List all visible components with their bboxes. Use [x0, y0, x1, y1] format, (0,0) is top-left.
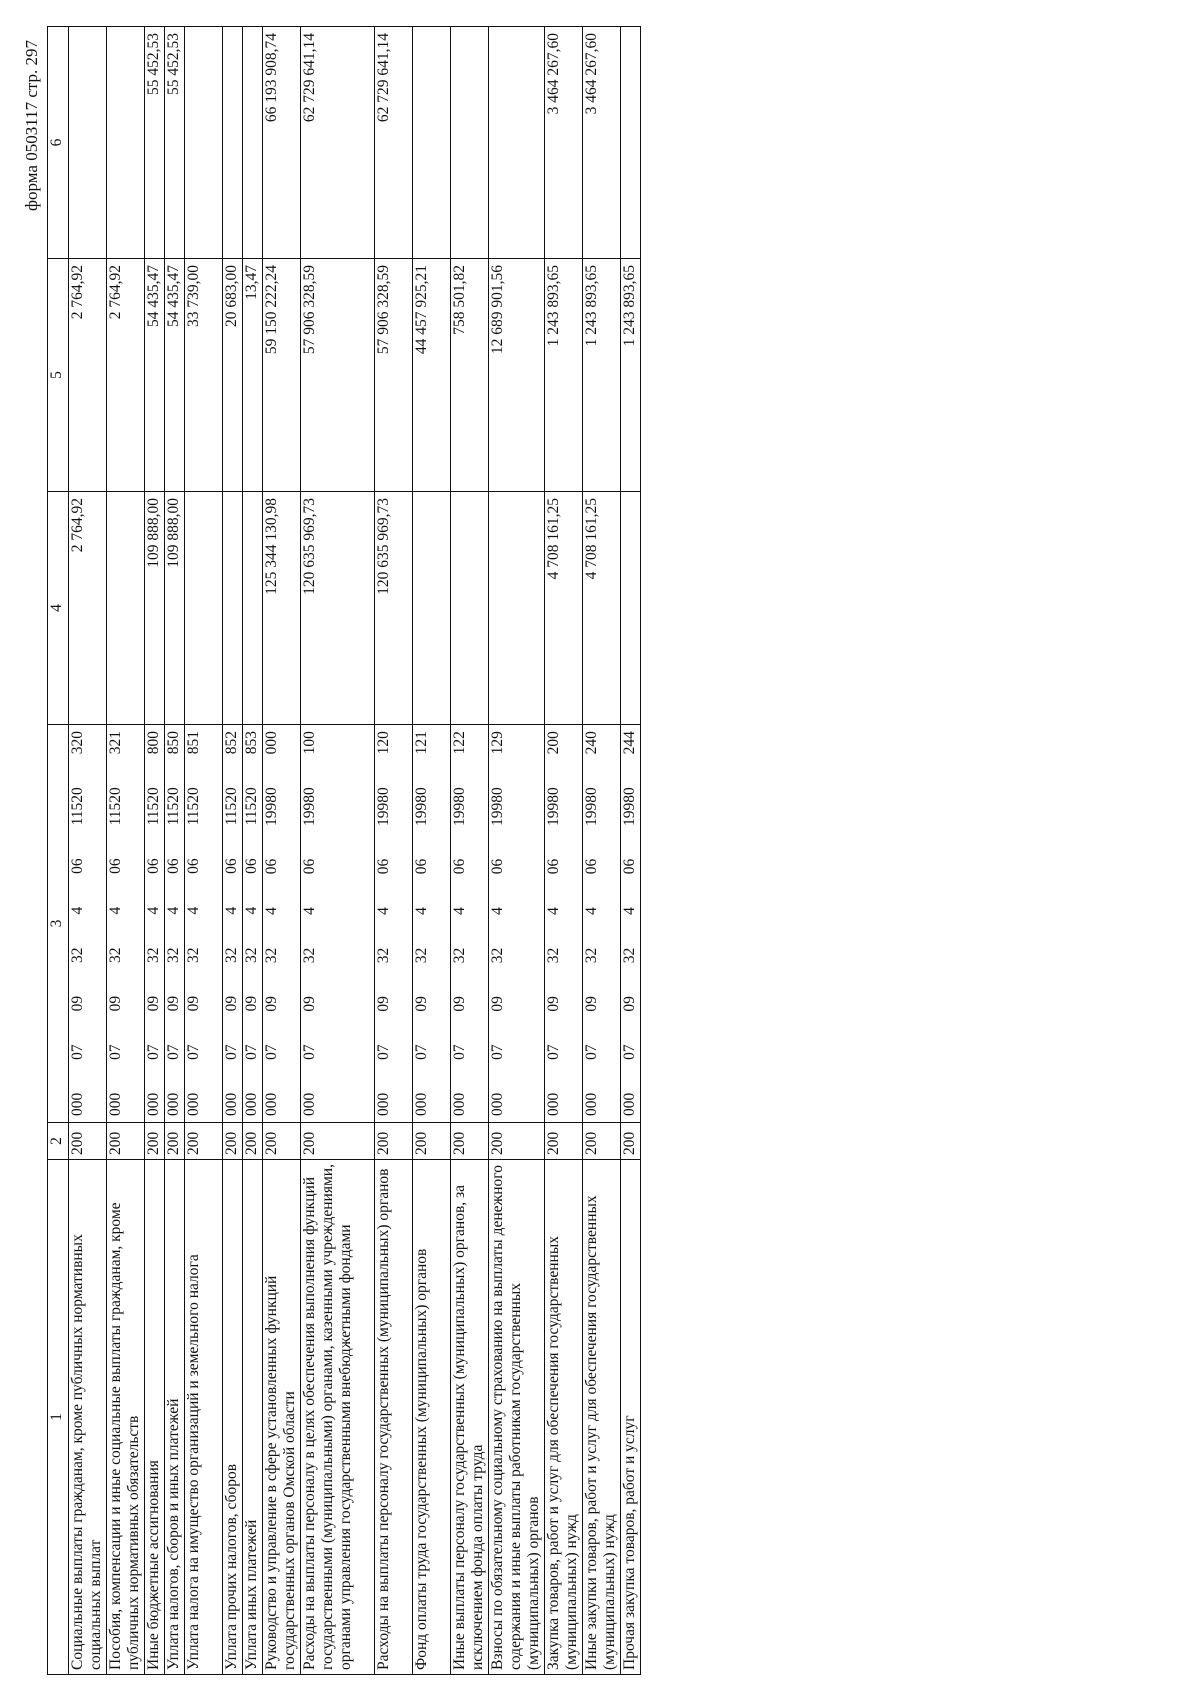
code-part: 07	[243, 1044, 260, 1060]
executed-amount: 57 906 328,59	[301, 259, 375, 492]
code-part: 000	[489, 1092, 506, 1116]
code-part: 09	[451, 996, 468, 1012]
code-part: 19980	[545, 787, 562, 826]
budget-classification-code	[243, 725, 263, 1123]
executed-amount: 2 764,92	[107, 259, 145, 492]
code-part: 06	[263, 858, 280, 875]
row-name: Расходы на выплаты персоналу в целях обеспечения выполнения функций государственными (муниципальными) органами, казенными учреждениями, органами управления государственными внебюджетными фондами	[301, 1160, 375, 1675]
code-part: 4	[185, 906, 202, 915]
code-parts	[223, 729, 241, 1118]
row-name: Фонд оплаты труда государственных (муниципальных) органов	[413, 1160, 451, 1675]
code-part: 4	[489, 907, 506, 915]
code-part: 07	[107, 1044, 124, 1060]
code-part: 09	[243, 995, 260, 1012]
code-part: 000	[69, 1092, 86, 1116]
code-part: 000	[375, 1092, 392, 1116]
code-part: 19980	[375, 787, 392, 826]
code-part: 851	[185, 731, 202, 755]
code-part: 32	[145, 947, 162, 963]
code-part: 32	[107, 947, 124, 963]
budget-classification-code	[489, 725, 545, 1123]
code-part: 4	[223, 906, 240, 915]
executed-amount: 20 683,00	[223, 259, 243, 492]
code-part: 32	[489, 947, 506, 964]
code-part: 19980	[621, 787, 638, 826]
approved-amount	[243, 492, 263, 725]
budget-classification-code	[107, 725, 145, 1123]
code-part: 32	[223, 947, 240, 963]
code-part: 000	[263, 1092, 280, 1116]
code-part: 000	[145, 1092, 162, 1116]
code-part: 07	[223, 1044, 240, 1060]
code-part: 4	[243, 906, 260, 915]
code-part: 4	[451, 907, 468, 915]
unexecuted-amount	[223, 27, 243, 259]
code-part: 09	[621, 996, 638, 1012]
unexecuted-amount	[413, 27, 451, 259]
code-part: 09	[263, 996, 280, 1012]
code-part: 321	[107, 731, 124, 755]
code-parts	[107, 729, 125, 1118]
code-part: 32	[69, 947, 86, 963]
row-name: Социальные выплаты гражданам, кроме публичных нормативных социальных выплат	[69, 1160, 107, 1675]
code-part: 000	[545, 1092, 562, 1116]
code-part: 4	[165, 906, 182, 915]
row-line-code: 200	[621, 1123, 641, 1160]
row-name: Прочая закупка товаров, работ и услуг	[621, 1160, 641, 1675]
code-part: 129	[489, 731, 506, 755]
code-parts	[185, 729, 203, 1118]
code-parts	[451, 729, 469, 1118]
approved-amount: 125 344 130,98	[263, 492, 301, 725]
code-part: 11520	[243, 787, 260, 826]
budget-classification-code	[545, 725, 583, 1123]
row-name: Уплата налогов, сборов и иных платежей	[165, 1160, 185, 1675]
code-parts	[165, 729, 183, 1118]
code-part: 06	[451, 858, 468, 875]
code-part: 000	[583, 1092, 600, 1116]
code-part: 09	[413, 996, 430, 1012]
code-part: 320	[69, 731, 86, 755]
code-part: 11520	[165, 787, 182, 826]
code-part: 06	[489, 858, 506, 875]
code-part: 07	[165, 1044, 182, 1060]
unexecuted-amount	[243, 27, 263, 259]
approved-amount: 120 635 969,73	[375, 492, 413, 725]
table-row	[621, 27, 641, 1675]
table-row	[489, 27, 545, 1675]
unexecuted-amount	[451, 27, 489, 259]
approved-amount	[621, 492, 641, 725]
code-part: 09	[145, 995, 162, 1012]
unexecuted-amount: 55 452,53	[145, 27, 165, 259]
approved-amount: 109 888,00	[165, 492, 185, 725]
row-name: Иные закупки товаров, работ и услуг для обеспечения государственных (муниципальных) нужд	[583, 1160, 621, 1675]
approved-amount	[413, 492, 451, 725]
row-line-code: 200	[545, 1123, 583, 1160]
unexecuted-amount: 3 464 267,60	[583, 27, 621, 259]
table-row	[145, 27, 165, 1675]
code-part: 853	[243, 731, 260, 755]
code-part: 09	[545, 996, 562, 1012]
executed-amount: 2 764,92	[69, 259, 107, 492]
approved-amount	[185, 492, 223, 725]
budget-classification-code	[263, 725, 301, 1123]
code-part: 32	[185, 947, 202, 963]
code-part: 800	[145, 731, 162, 755]
budget-table	[47, 26, 641, 1675]
code-part: 19980	[413, 787, 430, 826]
table-row	[69, 27, 107, 1675]
executed-amount: 54 435,47	[165, 259, 185, 492]
code-part: 32	[301, 947, 318, 964]
table-row	[165, 27, 185, 1675]
code-part: 06	[375, 858, 392, 875]
code-part: 200	[545, 731, 562, 755]
code-part: 19980	[583, 787, 600, 826]
code-part: 09	[107, 995, 124, 1012]
code-part: 4	[301, 907, 318, 915]
row-line-code: 200	[583, 1123, 621, 1160]
table-row	[223, 27, 243, 1675]
code-part: 121	[413, 731, 430, 755]
unexecuted-amount	[489, 27, 545, 259]
code-parts	[413, 729, 431, 1118]
code-part: 07	[413, 1044, 430, 1060]
code-part: 000	[451, 1092, 468, 1116]
approved-amount	[489, 492, 545, 725]
row-name: Иные бюджетные ассигнования	[145, 1160, 165, 1675]
code-part: 32	[451, 947, 468, 964]
executed-amount: 33 739,00	[185, 259, 223, 492]
code-parts	[69, 729, 87, 1118]
code-part: 000	[243, 1092, 260, 1116]
row-name: Расходы на выплаты персоналу государственных (муниципальных) органов	[375, 1160, 413, 1675]
column-number-row	[48, 27, 69, 1675]
budget-classification-code	[145, 725, 165, 1123]
code-part: 07	[583, 1044, 600, 1060]
table-row	[301, 27, 375, 1675]
column-header: 6	[48, 27, 69, 259]
code-parts	[375, 729, 393, 1118]
code-part: 09	[223, 995, 240, 1012]
code-parts	[621, 729, 639, 1118]
code-parts	[145, 729, 163, 1118]
unexecuted-amount: 62 729 641,14	[301, 27, 375, 259]
code-part: 850	[165, 731, 182, 755]
code-part: 11520	[185, 787, 202, 826]
row-line-code: 200	[375, 1123, 413, 1160]
executed-amount: 13,47	[243, 259, 263, 492]
row-line-code: 200	[185, 1123, 223, 1160]
code-part: 000	[223, 1092, 240, 1116]
code-part: 11520	[69, 787, 86, 826]
code-part: 06	[413, 858, 430, 875]
unexecuted-amount: 55 452,53	[165, 27, 185, 259]
code-part: 11520	[223, 787, 240, 826]
code-part: 07	[301, 1044, 318, 1060]
code-part: 32	[545, 947, 562, 964]
row-name: Пособия, компенсации и иные социальные выплаты гражданам, кроме публичных нормативных обязательств	[107, 1160, 145, 1675]
code-part: 000	[165, 1092, 182, 1116]
row-line-code: 200	[451, 1123, 489, 1160]
code-parts	[489, 729, 507, 1118]
executed-amount: 12 689 901,56	[489, 259, 545, 492]
code-part: 244	[621, 731, 638, 755]
column-header: 2	[48, 1123, 69, 1160]
row-line-code: 200	[413, 1123, 451, 1160]
row-name: Уплата прочих налогов, сборов	[223, 1160, 243, 1675]
table-row	[583, 27, 621, 1675]
code-part: 000	[185, 1092, 202, 1116]
code-part: 06	[165, 858, 182, 874]
table-row	[107, 27, 145, 1675]
code-part: 06	[243, 858, 260, 874]
row-line-code: 200	[107, 1123, 145, 1160]
unexecuted-amount	[185, 27, 223, 259]
row-line-code: 200	[243, 1123, 263, 1160]
row-line-code: 200	[223, 1123, 243, 1160]
row-line-code: 200	[69, 1123, 107, 1160]
approved-amount	[223, 492, 243, 725]
approved-amount	[107, 492, 145, 725]
code-part: 06	[107, 858, 124, 874]
form-label: форма 0503117 стр. 297	[22, 40, 41, 211]
code-part: 09	[185, 995, 202, 1012]
budget-classification-code	[583, 725, 621, 1123]
code-part: 4	[145, 906, 162, 915]
budget-classification-code	[375, 725, 413, 1123]
code-part: 4	[621, 907, 638, 915]
budget-classification-code	[413, 725, 451, 1123]
code-part: 32	[243, 947, 260, 963]
row-line-code: 200	[301, 1123, 375, 1160]
code-part: 06	[69, 858, 86, 874]
code-part: 11520	[145, 787, 162, 826]
unexecuted-amount	[621, 27, 641, 259]
code-part: 07	[621, 1044, 638, 1060]
code-part: 06	[223, 858, 240, 874]
code-part: 09	[301, 996, 318, 1012]
executed-amount: 59 150 222,24	[263, 259, 301, 492]
code-part: 000	[301, 1092, 318, 1116]
row-name: Иные выплаты персоналу государственных (муниципальных) органов, за исключением фонда оплаты труда	[451, 1160, 489, 1675]
approved-amount: 120 635 969,73	[301, 492, 375, 725]
table-row	[545, 27, 583, 1675]
approved-amount: 4 708 161,25	[583, 492, 621, 725]
code-part: 4	[69, 906, 86, 915]
table-row	[263, 27, 301, 1675]
code-parts	[243, 729, 261, 1118]
code-part: 4	[375, 907, 392, 915]
code-part: 19980	[301, 787, 318, 826]
code-part: 000	[621, 1092, 638, 1116]
code-part: 09	[489, 996, 506, 1012]
code-part: 32	[583, 947, 600, 964]
code-part: 09	[375, 996, 392, 1012]
unexecuted-amount: 66 193 908,74	[263, 27, 301, 259]
code-parts	[583, 729, 601, 1118]
code-part: 07	[489, 1044, 506, 1060]
code-part: 19980	[451, 787, 468, 826]
code-part: 07	[145, 1044, 162, 1060]
code-part: 4	[545, 907, 562, 915]
code-part: 06	[621, 858, 638, 875]
code-part: 06	[583, 858, 600, 875]
code-part: 100	[301, 731, 318, 755]
unexecuted-amount	[69, 27, 107, 259]
code-part: 09	[583, 996, 600, 1012]
table-row	[413, 27, 451, 1675]
unexecuted-amount: 3 464 267,60	[545, 27, 583, 259]
row-line-code: 200	[489, 1123, 545, 1160]
code-part: 120	[375, 731, 392, 755]
code-parts	[301, 729, 319, 1118]
code-part: 09	[69, 995, 86, 1012]
code-part: 000	[413, 1092, 430, 1116]
budget-classification-code	[451, 725, 489, 1123]
code-part: 4	[413, 907, 430, 915]
code-part: 32	[413, 947, 430, 964]
code-part: 09	[165, 995, 182, 1012]
unexecuted-amount	[107, 27, 145, 259]
code-part: 000	[107, 1092, 124, 1116]
approved-amount	[451, 492, 489, 725]
column-header: 3	[48, 725, 69, 1123]
code-part: 06	[185, 858, 202, 874]
code-part: 852	[223, 731, 240, 755]
executed-amount: 758 501,82	[451, 259, 489, 492]
code-part: 07	[185, 1044, 202, 1060]
row-line-code: 200	[165, 1123, 185, 1160]
code-part: 19980	[263, 787, 280, 826]
executed-amount: 1 243 893,65	[545, 259, 583, 492]
row-name: Уплата иных платежей	[243, 1160, 263, 1675]
budget-classification-code	[301, 725, 375, 1123]
code-part: 06	[145, 858, 162, 874]
row-line-code: 200	[263, 1123, 301, 1160]
table-row	[243, 27, 263, 1675]
code-part: 4	[583, 907, 600, 915]
code-part: 32	[621, 947, 638, 964]
executed-amount: 1 243 893,65	[583, 259, 621, 492]
code-part: 32	[375, 947, 392, 964]
code-part: 240	[583, 731, 600, 755]
code-part: 06	[545, 858, 562, 875]
code-part: 11520	[107, 787, 124, 826]
budget-classification-code	[69, 725, 107, 1123]
approved-amount: 109 888,00	[145, 492, 165, 725]
table-row	[185, 27, 223, 1675]
code-part: 07	[263, 1044, 280, 1060]
code-part: 07	[451, 1044, 468, 1060]
code-part: 06	[301, 858, 318, 875]
column-header: 1	[48, 1160, 69, 1675]
code-part: 4	[107, 906, 124, 915]
table-row	[451, 27, 489, 1675]
code-part: 32	[263, 947, 280, 964]
budget-classification-code	[165, 725, 185, 1123]
executed-amount: 57 906 328,59	[375, 259, 413, 492]
table-row	[375, 27, 413, 1675]
unexecuted-amount: 62 729 641,14	[375, 27, 413, 259]
code-part: 4	[263, 907, 280, 915]
row-line-code: 200	[145, 1123, 165, 1160]
code-part: 19980	[489, 787, 506, 826]
code-part: 07	[375, 1044, 392, 1060]
code-part: 32	[165, 947, 182, 963]
approved-amount: 4 708 161,25	[545, 492, 583, 725]
code-part: 000	[263, 731, 280, 755]
row-name: Уплата налога на имущество организаций и земельного налога	[185, 1160, 223, 1675]
column-header: 5	[48, 259, 69, 492]
executed-amount: 1 243 893,65	[621, 259, 641, 492]
budget-classification-code	[185, 725, 223, 1123]
code-part: 122	[451, 731, 468, 755]
row-name: Закупка товаров, работ и услуг для обеспечения государственных (муниципальных) нужд	[545, 1160, 583, 1675]
code-parts	[263, 729, 281, 1118]
executed-amount: 44 457 925,21	[413, 259, 451, 492]
code-part: 07	[69, 1044, 86, 1060]
budget-classification-code	[621, 725, 641, 1123]
row-name: Руководство и управление в сфере установленных функций государственных органов Омской области	[263, 1160, 301, 1675]
executed-amount: 54 435,47	[145, 259, 165, 492]
code-part: 07	[545, 1044, 562, 1060]
approved-amount: 2 764,92	[69, 492, 107, 725]
column-header: 4	[48, 492, 69, 725]
code-parts	[545, 729, 563, 1118]
row-name: Взносы по обязательному социальному страхованию на выплаты денежного содержания и иные выплаты работникам государственных (муниципальных) органов	[489, 1160, 545, 1675]
budget-classification-code	[223, 725, 243, 1123]
